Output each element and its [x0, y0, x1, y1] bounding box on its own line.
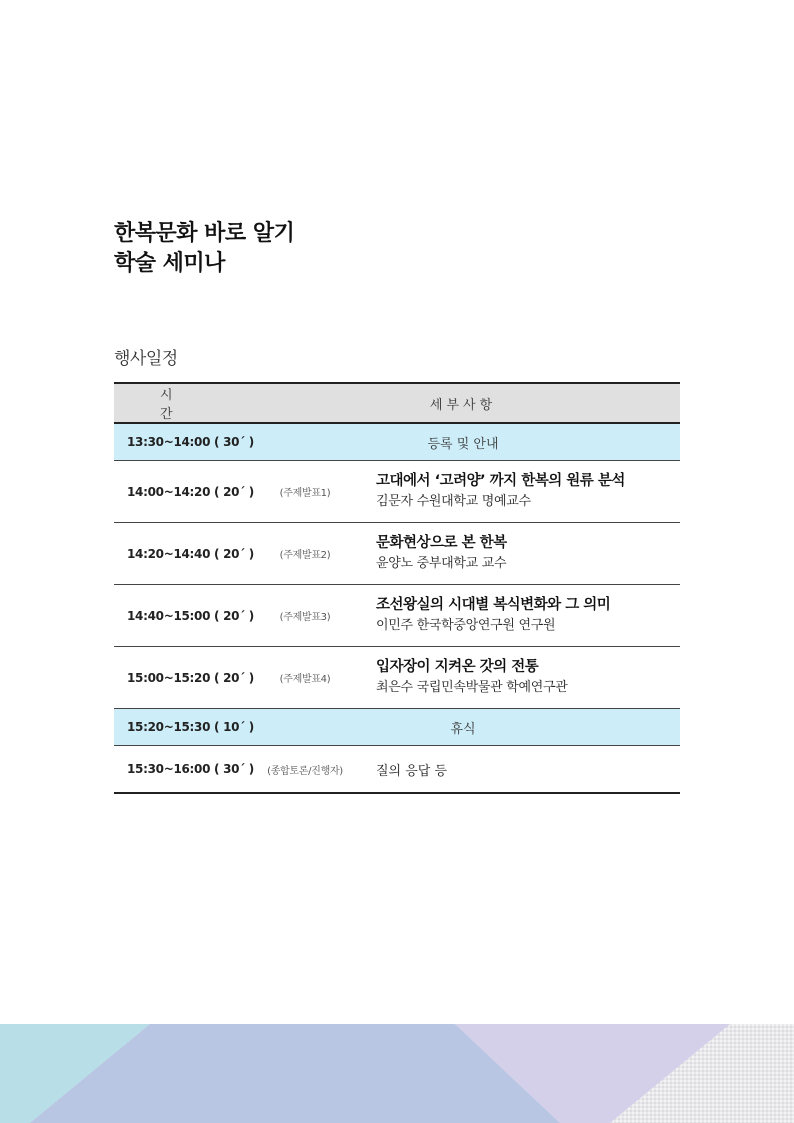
table-row — [114, 709, 680, 746]
talk-topic: 문화현상으로 본 한복 — [376, 535, 507, 551]
title-line-1: 한복문화 바로 알기 — [114, 221, 295, 246]
talk-topic: 입자장이 지켜온 갓의 전통 — [376, 659, 539, 675]
table-row — [114, 461, 680, 523]
row-detail: 휴식 — [246, 709, 680, 746]
schedule-table — [114, 382, 680, 794]
talk-speaker: 이민주 한국학중앙연구원 연구원 — [376, 618, 556, 633]
row-time: 13:30~14:00 ( 30´ ) — [114, 423, 246, 461]
talk-speaker: 최은수 국립민속박물관 학예연구관 — [376, 680, 568, 695]
talk-speaker: 윤양노 중부대학교 교수 — [376, 556, 507, 571]
row-detail — [364, 461, 680, 523]
row-time: 14:40~15:00 ( 20´ ) — [114, 585, 246, 647]
table-row — [114, 523, 680, 585]
document-title — [114, 219, 294, 279]
talk-topic: 고대에서 ‘고려양’ 까지 한복의 원류 분석 — [376, 473, 625, 489]
talk-topic: 조선왕실의 시대별 복식변화와 그 의미 — [376, 597, 611, 613]
decorative-footer-band — [0, 1024, 794, 1123]
row-detail — [364, 647, 680, 709]
talk-speaker: 김문자 수원대학교 명예교수 — [376, 494, 531, 509]
row-time: 15:00~15:20 ( 20´ ) — [114, 647, 246, 709]
table-header-row — [114, 383, 680, 423]
row-detail — [364, 523, 680, 585]
row-session-label: (주제발표3) — [246, 585, 364, 647]
row-time: 15:20~15:30 ( 10´ ) — [114, 709, 246, 746]
table-row — [114, 746, 680, 794]
row-time: 14:20~14:40 ( 20´ ) — [114, 523, 246, 585]
table-row — [114, 423, 680, 461]
header-time: 시 간 — [114, 383, 246, 423]
table-row — [114, 585, 680, 647]
row-detail: 질의 응답 등 — [376, 763, 448, 779]
title-line-2: 학술 세미나 — [114, 251, 225, 276]
row-session-label: (종합토론/진행자) — [267, 765, 343, 777]
row-time: 14:00~14:20 ( 20´ ) — [114, 461, 246, 523]
row-detail — [364, 585, 680, 647]
row-time: 15:30~16:00 ( 30´ ) — [127, 762, 254, 776]
row-detail: 등록 및 안내 — [246, 423, 680, 461]
section-title: 행사일정 — [114, 349, 178, 369]
table-row — [114, 647, 680, 709]
header-details: 세부사항 — [246, 383, 680, 423]
row-session-label: (주제발표4) — [246, 647, 364, 709]
row-session-label: (주제발표1) — [246, 461, 364, 523]
row-session-label: (주제발표2) — [246, 523, 364, 585]
